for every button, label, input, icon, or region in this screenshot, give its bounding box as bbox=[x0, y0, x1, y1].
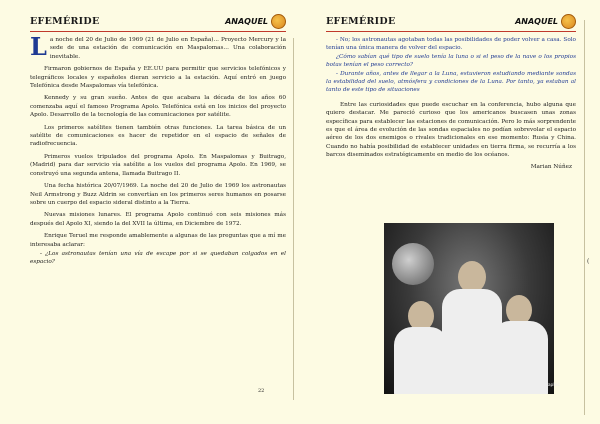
drop-cap: L bbox=[30, 32, 47, 61]
interview-answer: - Durante años, antes de llegar a la Luna, estuvieron estudiando mediante sondas la estabilidad del suelo, atmósfera y condiciones de la Luna. Por tanto, ya estaban al tanto de este tipo de situaciones bbox=[326, 70, 576, 94]
body-paragraph: Los primeros satélites tienen también otras funciones. La tarea básica de un satélite de comunicaciones es hacer de repetidor en el espacio de señales de radiofrecuencia. bbox=[30, 124, 286, 148]
page-number: 22 bbox=[258, 388, 265, 394]
brand-wordmark: ANAQUEL bbox=[225, 17, 268, 26]
body-paragraph: Nuevas misiones lunares. El programa Apolo continuó con seis misiones más después del Apolo XI, siendo la del XVII la última, en Diciembre de 1972. bbox=[30, 212, 286, 227]
body-paragraph: Kennedy y su gran sueño. Antes de que acabara la década de los años 60 comenzaba aquí el famoso Programa Apolo. Telefónica está en los inicios del proyecto Apolo. Desarrollo de la tecnología de las comunicaciones por satélite. bbox=[30, 95, 286, 119]
interview-question: - ¿Los astronautas tenían una vía de escape por si se quedaban colgados en el espacio? bbox=[30, 250, 286, 266]
interview-question: ¿Cómo sabían qué tipo de suelo tenía la luna o si el peso de la nave o los propios botas tenían el peso correcto? bbox=[326, 53, 576, 69]
section-title: EFEMÉRIDE bbox=[30, 16, 100, 27]
page-divider bbox=[293, 38, 294, 400]
page-border bbox=[584, 20, 585, 415]
brand-wordmark: ANAQUEL bbox=[515, 17, 558, 26]
photo-credit: © National Geographic bbox=[509, 383, 560, 388]
moon-shape bbox=[392, 243, 434, 285]
brand bbox=[225, 14, 286, 29]
author-signature: Marian Núñez bbox=[530, 163, 572, 170]
brand bbox=[515, 14, 576, 29]
body-paragraph: Entre las curiosidades que puede escuchar en la conferencia, hubo alguna que quiero destacar. Me pareció curioso que los americanos buscasen unas zonas específicas para establecer las estaciones de comunicación. Pero lo más sorprendente es que el área de evolución de las sondas espaciales no podían sobrevolar el espacio aéreo de los dos enemigos o rivales tradicionales en ese momento: Rusia y China. Cuando no había posibilidad de establecer unidades en tierra firma, se recurría a los barcos diseminados estratégicamente en medio de los océanos. bbox=[326, 101, 576, 159]
section-title: EFEMÉRIDE bbox=[326, 16, 396, 27]
body-paragraph: Una fecha histórica 20/07/1969. La noche del 20 de Julio de 1969 los astronautas Neil Armstrong y Buzz Aldrin se convertían en los primeros seres humanos en posarse sobre un cuerpo del espacio sideral distinto a la Tierra. bbox=[30, 183, 286, 206]
page-header bbox=[326, 14, 576, 32]
body-paragraph: Primeros vuelos tripulados del programa Apolo. En Maspalomas y Buitrago, (Madrid) para dar servicio vía satélite a los vuelos del programa Apolo. En 1969, se construyó una segunda antena, llamada Buitrago II. bbox=[30, 153, 286, 177]
body-paragraph: Enrique Teruel me responde amablemente a algunas de las preguntas que a mí me interesaba aclarar: bbox=[30, 233, 286, 248]
page-header bbox=[30, 14, 286, 32]
seal-logo-icon bbox=[561, 14, 576, 29]
astronauts-photo bbox=[384, 223, 554, 394]
intro-paragraph: La noche del 20 de Julio de 1969 (21 de Julio en España)... Proyecto Mercury y la sede de una estación de comunicación en Maspalomas... Una colaboración inevitable. bbox=[30, 32, 286, 61]
seal-logo-icon bbox=[271, 14, 286, 29]
interview-answer: - No; los astronautas agotaban todas las posibilidades de poder volver a casa. Solo tenían una única manera de volver del espacio. bbox=[326, 37, 576, 52]
side-mark: ( bbox=[587, 258, 590, 265]
body-paragraph: Firmaron gobiernos de España y EE.UU para permitir que servicios telefónicos y telegráficos locales y españoles dieran servicio a la estación. Aquí entró en juego Telefónica desde Maspalomas vía telefónica. bbox=[30, 66, 286, 90]
